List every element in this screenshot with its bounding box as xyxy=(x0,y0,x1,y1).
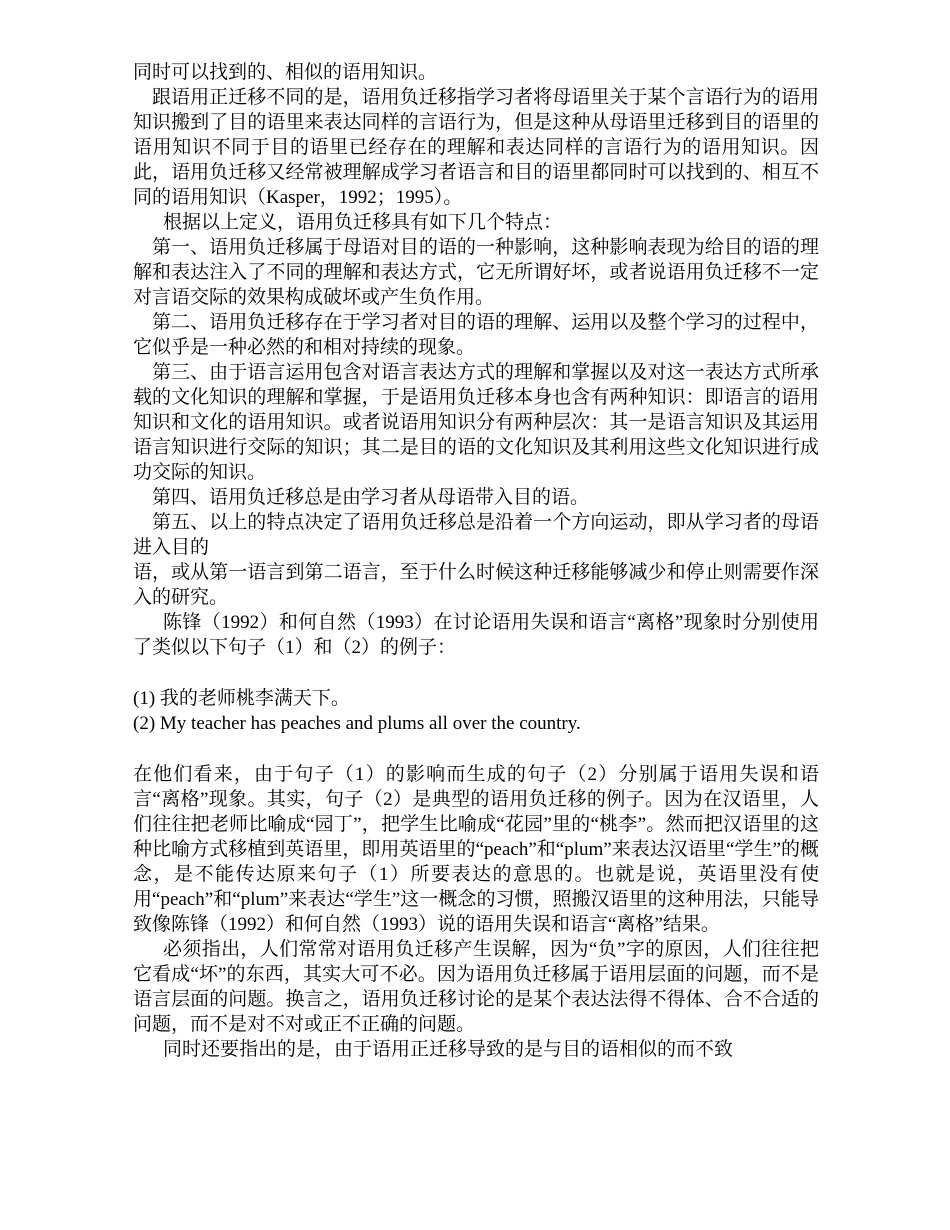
paragraph: 根据以上定义，语用负迁移具有如下几个特点： xyxy=(163,212,563,233)
paragraph-point-4: 第四、语用负迁移总是由学习者从母语带入目的语。 xyxy=(152,487,590,508)
paragraph-point-5: 第五、以上的特点决定了语用负迁移总是沿着一个方向运动，即从学习者的母语进入目的 xyxy=(133,512,819,558)
paragraph-point-2: 第二、语用负迁移存在于学习者对目的语的理解、运用以及整个学习的过程中，它似乎是一种必然的和相对持续的现象。 xyxy=(133,312,819,358)
example-sentence-2: (2) My teacher has peaches and plums all over the country. xyxy=(133,713,581,734)
paragraph: 陈锋（1992）和何自然（1993）在讨论语用失误和语言“离格”现象时分别使用了类似以下句子（1）和（2）的例子： xyxy=(133,612,819,658)
spacer xyxy=(133,660,819,686)
paragraph-point-3: 第三、由于语言运用包含对语言表达方式的理解和掌握以及对这一表达方式所承载的文化知识的理解和掌握，于是语用负迁移本身也含有两种知识：即语言的语用知识和文化的语用知识。或者说语用知识分有两种层次：其一是语言知识及其运用语言知识进行交际的知识；其二是目的语的文化知识及其利用这些文化知识进行成功交际的知识。 xyxy=(133,362,819,483)
paragraph: 在他们看来，由于句子（1）的影响而生成的句子（2）分别属于语用失误和语言“离格”现象。其实，句子（2）是典型的语用负迁移的例子。因为在汉语里，人们往往把老师比喻成“园丁”，把学生比喻成“花园”里的“桃李”。然而把汉语里的这种比喻方式移植到英语里，即用英语里的“peach”和“plum”来表达汉语里“学生”的概念，是不能传达原来句子（1）所要表达的意思的。也就是说，英语里没有使用“peach”和“plum”来表达“学生”这一概念的习惯，照搬汉语里的这种用法，只能导致像陈锋（1992）和何自然（1993）说的语用失误和语言“离格”结果。 xyxy=(133,764,819,935)
paragraph: 同时还要指出的是，由于语用正迁移导致的是与目的语相似的而不致 xyxy=(163,1039,734,1060)
paragraph: 跟语用正迁移不同的是，语用负迁移指学习者将母语里关于某个言语行为的语用知识搬到了目的语里来表达同样的言语行为，但是这种从母语里迁移到目的语里的语用知识不同于目的语里已经存在的理解和表达同样的言语行为的语用知识。因此，语用负迁移又经常被理解成学习者语言和目的语里都同时可以找到的、相互不同的语用知识（Kasper，1992；1995）。 xyxy=(133,87,819,208)
paragraph-point-1: 第一、语用负迁移属于母语对目的语的一种影响，这种影响表现为给目的语的理解和表达注入了不同的理解和表达方式，它无所谓好坏，或者说语用负迁移不一定对言语交际的效果构成破坏或产生负作用。 xyxy=(133,237,819,308)
paragraph-point-5-continued: 语，或从第一语言到第二语言，至于什么时候这种迁移能够减少和停止则需要作深入的研究。 xyxy=(133,562,819,608)
example-sentence-1: (1) 我的老师桃李满天下。 xyxy=(133,688,350,709)
paragraph: 必须指出，人们常常对语用负迁移产生误解，因为“负”字的原因，人们往往把它看成“坏”的东西，其实大可不必。因为语用负迁移属于语用层面的问题，而不是语言层面的问题。换言之，语用负迁移讨论的是某个表达法得不得体、合不合适的问题，而不是对不对或正不正确的问题。 xyxy=(133,939,819,1035)
document-page xyxy=(133,60,819,1062)
paragraph: 同时可以找到的、相似的语用知识。 xyxy=(133,62,438,83)
spacer xyxy=(133,736,819,762)
